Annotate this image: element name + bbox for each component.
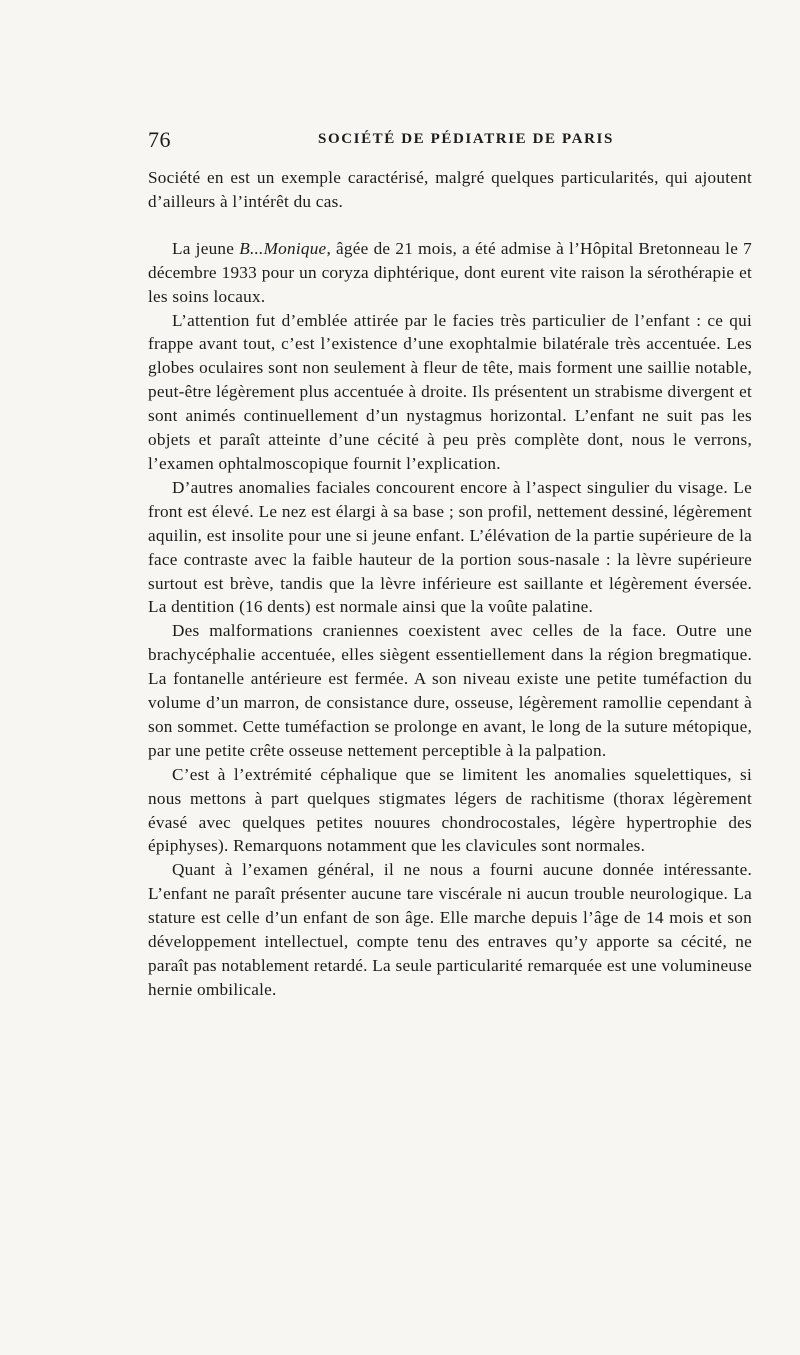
patient-name: B...Monique bbox=[239, 238, 327, 258]
paragraph-continuation: Société en est un exemple caractérisé, malgré quelques particularités, qui ajoutent d’ailleurs à l’intérêt du cas. bbox=[148, 168, 752, 211]
case-intro-before: La jeune bbox=[172, 238, 240, 258]
paragraph-cranial-malformations: Des malformations craniennes coexistent avec celles de la face. Outre une brachycéphalie accentuée, elles siègent essentiellement dans la région bregmatique. La fontanelle antérieure est fermée. A son niveau existe une petite tuméfaction du volume d’un marron, de consistance dure, osseuse, légèrement ramollie cependant à son sommet. Cette tuméfaction se prolonge en avant, le long de la suture métopique, par une petite crête osseuse nettement perceptible à la palpation. bbox=[148, 621, 752, 760]
paragraph-general-exam: Quant à l’examen général, il ne nous a fourni aucune donnée intéressante. L’enfant ne paraît présenter aucune tare viscérale ni aucun trouble neurologique. La stature est celle d’un enfant de son âge. Elle marche depuis l’âge de 14 mois et son développement intellectuel, compte tenu des entraves qu’y apporte sa cécité, ne paraît pas notablement retardé. La seule particularité remarquée est une volumineuse hernie ombilicale. bbox=[148, 860, 752, 999]
case-intro-after: , âgée de 21 mois, a été admise à l’Hôpital Bretonneau le 7 décembre 1933 pour un coryza diphtérique, dont eurent vite raison la sérothérapie et les soins locaux. bbox=[148, 238, 752, 306]
running-head bbox=[148, 127, 752, 151]
paragraph-case-intro bbox=[148, 237, 752, 309]
paragraph-skeletal-anomalies: C’est à l’extrémité céphalique que se limitent les anomalies squelettiques, si nous mettons à part quelques stigmates légers de rachitisme (thorax légèrement évasé avec quelques petites nouures chondrocostales, légère hypertrophie des épiphyses). Remarquons notamment que les clavicules sont normales. bbox=[148, 764, 752, 856]
page-number: 76 bbox=[148, 127, 171, 152]
paragraph-facial-anomalies: D’autres anomalies faciales concourent encore à l’aspect singulier du visage. Le front est élevé. Le nez est élargi à sa base ; son profil, nettement dessiné, légèrement aquilin, est insolite pour une si jeune enfant. L’élévation de la partie supérieure de la face contraste avec la faible hauteur de la portion sous-nasale : la lèvre supérieure surtout est brève, tandis que la lèvre inférieure est saillante et légèrement éversée. La dentition (16 dents) est normale ainsi que la voûte palatine. bbox=[148, 477, 752, 617]
journal-title: SOCIÉTÉ DE PÉDIATRIE DE PARIS bbox=[318, 131, 614, 147]
body-text bbox=[148, 166, 752, 1002]
paragraph-exophthalmia: L’attention fut d’emblée attirée par le facies très particulier de l’enfant : ce qui frappe avant tout, c’est l’existence d’une exophtalmie bilatérale très accentuée. Les globes oculaires sont non seulement à fleur de tête, mais forment une saillie notable, peut-être légèrement plus accentuée à droite. Ils présentent un strabisme divergent et sont animés continuellement d’un nystagmus horizontal. L’enfant ne suit pas les objets et paraît atteinte d’une cécité à peu près complète dont, nous le verrons, l’examen ophtalmoscopique fournit l’explication. bbox=[148, 310, 752, 473]
